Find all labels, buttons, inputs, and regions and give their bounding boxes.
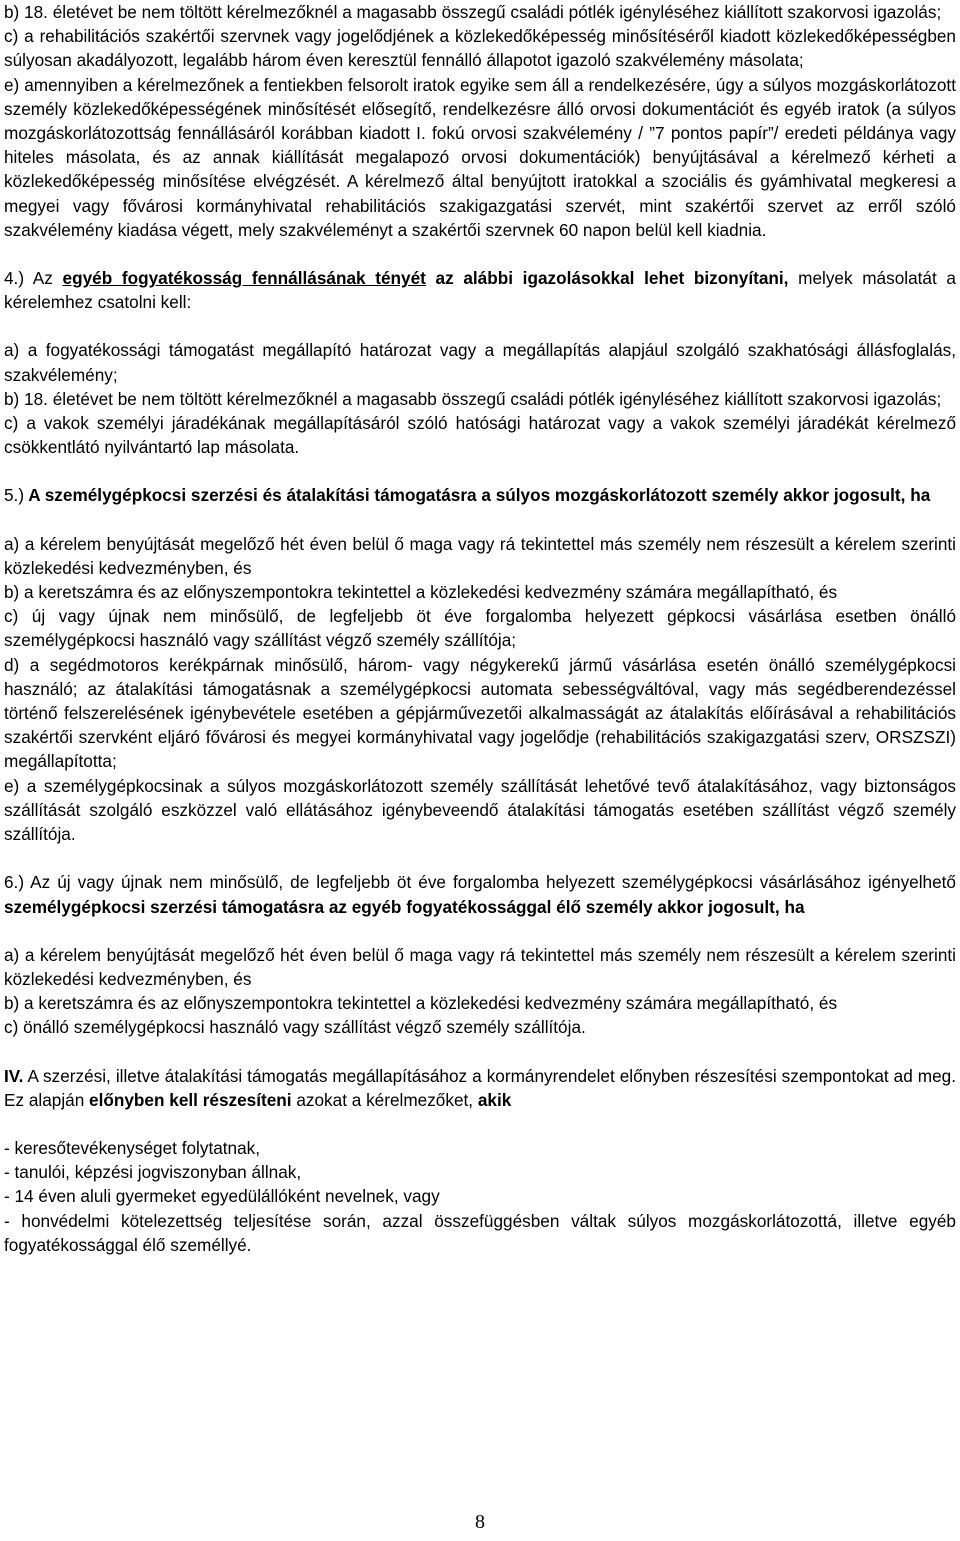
page-number: 8 xyxy=(475,1511,485,1533)
top-item-e xyxy=(4,73,956,242)
section-6-pre: 6.) Az új vagy újnak nem minősülő, de legfeljebb öt éve forgalomba helyezett személygépkocsi vásárlásához igényelhető xyxy=(4,872,956,893)
section-4-item-a: a) a fogyatékossági támogatást megállapító határozat vagy a megállapítás alapjául szolgáló szakhatósági állásfoglalás, szakvélemény; xyxy=(4,340,956,385)
section-iv-bold: előnyben kell részesíteni xyxy=(89,1089,292,1110)
section-4-pre: Az xyxy=(24,268,63,289)
section-6-bold: személygépkocsi szerzési támogatásra az egyéb fogyatékossággal élő személy akkor jogosult, ha xyxy=(4,896,805,917)
section-6-heading xyxy=(4,870,956,918)
top-item-b: b) 18. életévet be nem töltött kérelmezőknél a magasabb összegű családi pótlék igényléséhez kiállított szakorvosi igazolás; xyxy=(4,2,942,22)
section-5-item-e: e) a személygépkocsinak a súlyos mozgáskorlátozott személy szállítását lehetővé tevő átalakításához, vagy biztonságos szállítását szolgáló eszközzel való ellátásához igénybeveendő átalakítási támogatás esetében szállítást végző személy szállítója. xyxy=(4,775,956,845)
section-4-rest: melyek másolatát a kérelemhez csatolni kell: xyxy=(4,268,956,313)
section-iv-number: IV. xyxy=(4,1065,24,1086)
section-5-item-d: d) a segédmotoros kerékpárnak minősülő, három- vagy négykerekű jármű vásárlása esetén önálló személygépkocsi használó; az átalakítási támogatásnak a személygépkocsi automata sebességváltóval, vagy más segédberendezéssel történő felszerelésének igénybevétele esetében a gépjárművezetői alkalmasságát az átalakítás előírásával a rehabilitációs szakértői szervként eljáró fővárosi és megyei kormányhivatal vagy jogelődje (rehabilitációs szakigazgatási szerv, ORSZSZI) megállapította; xyxy=(4,654,956,772)
section-5-item-a: a) a kérelem benyújtását megelőző hét éven belül ő maga vagy rá tekintettel más személy nem részesült a kérelem szerinti közlekedési kedvezményben, és xyxy=(4,533,956,578)
top-item-e-cont: A kérelmező által benyújtott iratokkal a szociális és gyámhivatal megkeresi a megyei vagy fővárosi kormányhivatal rehabilitációs szakigazgatási szervét, mint szakértői szervet az erről szóló szakvélemény kiadása végett, mely szakvéleményt a szakértői szervnek 60 napon belül kell kiadnia. xyxy=(4,171,956,240)
section-4-number: 4.) xyxy=(4,268,25,289)
section-iv-text-2: azokat a kérelmezőket, xyxy=(291,1089,478,1110)
section-4-underlined: egyéb fogyatékosság fennállásának tényét xyxy=(62,268,426,289)
section-5-item-b: b) a keretszámra és az előnyszempontokra tekintettel a közlekedési kedvezmény számára megállapítható, és xyxy=(4,582,838,603)
top-item-c: c) a rehabilitációs szakértői szervnek vagy jogelődjének a közlekedőképesség minősítéséről kiadott közlekedőképességben súlyosan akadályozott, legalább három éven keresztül fennálló állapotot igazoló szakvélemény másolata; xyxy=(4,26,956,71)
section-6-item-c: c) önálló személygépkocsi használó vagy szállítást végző személy szállítója. xyxy=(4,1017,586,1038)
section-6-item-b: b) a keretszámra és az előnyszempontokra tekintettel a közlekedési kedvezmény számára megállapítható, és xyxy=(4,993,838,1014)
section-iv-list-item: - tanulói, képzési jogviszonyban állnak, xyxy=(4,1162,302,1183)
section-iv-list-item: - keresőtevékenységet folytatnak, xyxy=(4,1137,261,1158)
section-5-heading xyxy=(4,483,956,507)
section-4-item-c: c) a vakok személyi járadékának megállapításáról szóló hatósági határozat vagy a vakok személyi járadékát kérelmező csökkentlátó nyilvántartó lap másolata. xyxy=(4,413,956,458)
section-4-heading xyxy=(4,266,956,314)
top-item-e-text: e) amennyiben a kérelmezőnek a fentiekben felsorolt iratok egyike sem áll a rendelkezésére, úgy a súlyos mozgáskorlátozott személy közlekedőképességének minősítését elősegítő, rendelkezésre álló orvosi dokumentációt és egyéb iratok (a súlyos mozgáskorlátozottság fennállásáról korábban kiadott I. fokú orvosi szakvélemény / ”7 pontos papír”/ eredeti példánya vagy hiteles másolata, és az annak kiállítását megalapozó orvosi dokumentációk) benyújtásával a kérelmező kérheti a közlekedőképesség minősítése elvégzését. xyxy=(4,74,956,192)
section-iv-list-item: - 14 éven aluli gyermeket egyedülállóként nevelnek, vagy xyxy=(4,1186,440,1207)
section-6-item-a: a) a kérelem benyújtását megelőző hét éven belül ő maga vagy rá tekintettel más személy nem részesült a kérelem szerinti közlekedési kedvezményben, és xyxy=(4,944,956,989)
section-4-bold: az alábbi igazolásokkal lehet bizonyítani, xyxy=(425,268,789,289)
section-5-item-c: c) új vagy újnak nem minősülő, de legfeljebb öt éve forgalomba helyezett gépkocsi vásárlása esetben önálló személygépkocsi használó vagy szállítást végző személy szállítója; xyxy=(4,606,956,651)
section-5-number: 5.) xyxy=(4,485,25,506)
section-iv-text-1: A szerzési, illetve átalakítási támogatás megállapításához a kormányrendelet előnyben részesítési szempontokat ad meg. Ez alapján xyxy=(4,1065,956,1110)
section-iv-paragraph xyxy=(4,1064,956,1112)
section-iv-akik: akik xyxy=(477,1089,512,1110)
section-5-title: A személygépkocsi szerzési és átalakítási támogatásra a súlyos mozgáskorlátozott személy akkor jogosult, ha xyxy=(24,485,931,506)
section-4-item-b: b) 18. életévet be nem töltött kérelmezőknél a magasabb összegű családi pótlék igényléséhez kiállított szakorvosi igazolás; xyxy=(4,388,942,409)
document-page xyxy=(4,0,956,1257)
section-iv-list-item: - honvédelmi kötelezettség teljesítése során, azzal összefüggésben váltak súlyos mozgáskorlátozottá, illetve egyéb fogyatékossággal élő személlyé. xyxy=(4,1210,956,1255)
